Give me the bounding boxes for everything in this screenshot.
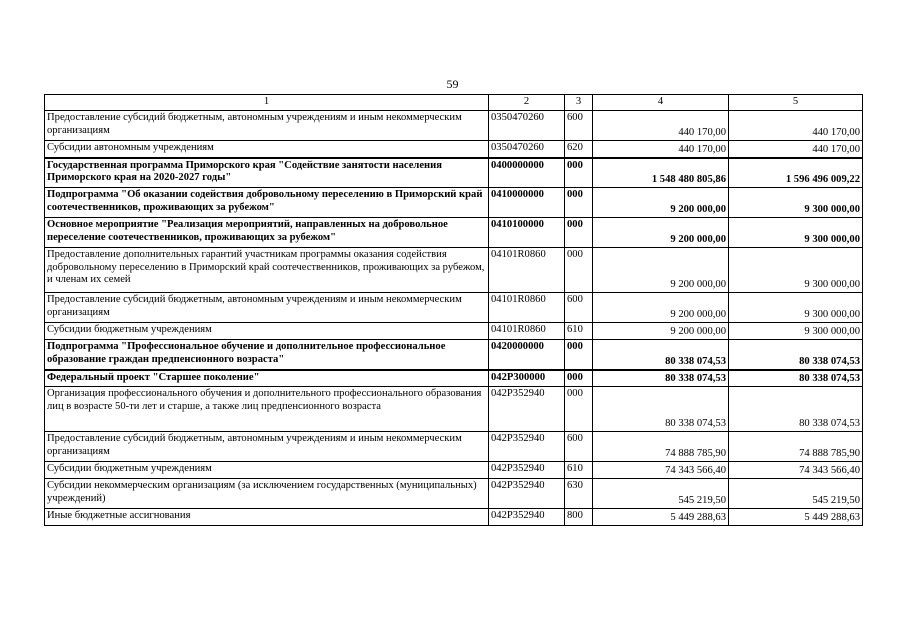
table-row (45, 370, 863, 387)
table-row (45, 188, 863, 218)
row-name-cell: Субсидии бюджетным учреждениям (45, 462, 489, 479)
row-amount-2025-cell: 80 338 074,53 (593, 387, 729, 432)
row-vr-cell: 600 (565, 111, 593, 141)
row-vr-cell: 000 (565, 218, 593, 248)
header-cell: 5 (729, 95, 863, 111)
row-vr-cell: 620 (565, 141, 593, 158)
row-amount-2026-cell: 545 219,50 (729, 479, 863, 509)
row-amount-2025-cell: 9 200 000,00 (593, 248, 729, 293)
row-amount-2025-cell: 9 200 000,00 (593, 323, 729, 340)
row-code-cell: 042P352940 (489, 509, 565, 526)
row-name-cell: Субсидии бюджетным учреждениям (45, 323, 489, 340)
table-row (45, 218, 863, 248)
row-name-cell: Федеральный проект "Старшее поколение" (45, 370, 489, 387)
table-body (45, 111, 863, 526)
table-row (45, 509, 863, 526)
row-name-cell: Государственная программа Приморского края "Содействие занятости населения Приморского края на 2020-2027 годы" (45, 158, 489, 188)
table-row (45, 111, 863, 141)
table-row (45, 340, 863, 370)
row-name-cell: Организация профессионального обучения и дополнительного профессионального образования лиц в возрасте 50-ти лет и старше, а также лиц предпенсионного возраста (45, 387, 489, 432)
row-amount-2025-cell: 80 338 074,53 (593, 340, 729, 370)
row-amount-2025-cell: 9 200 000,00 (593, 188, 729, 218)
table-row (45, 432, 863, 462)
table-row (45, 248, 863, 293)
row-name-cell: Предоставление субсидий бюджетным, автономным учреждениям и иным некоммерческим организациям (45, 293, 489, 323)
row-name-cell: Субсидии автономным учреждениям (45, 141, 489, 158)
row-amount-2025-cell: 545 219,50 (593, 479, 729, 509)
row-vr-cell: 630 (565, 479, 593, 509)
row-amount-2025-cell: 74 343 566,40 (593, 462, 729, 479)
row-amount-2026-cell: 9 300 000,00 (729, 188, 863, 218)
row-vr-cell: 600 (565, 293, 593, 323)
table-row (45, 158, 863, 188)
row-amount-2026-cell: 440 170,00 (729, 111, 863, 141)
table-row (45, 323, 863, 340)
row-name-cell: Подпрограмма "Об оказании содействия добровольному переселению в Приморский край соотечественников, проживающих за рубежом" (45, 188, 489, 218)
row-vr-cell: 000 (565, 370, 593, 387)
row-code-cell: 0350470260 (489, 141, 565, 158)
header-cell: 2 (489, 95, 565, 111)
row-amount-2026-cell: 9 300 000,00 (729, 248, 863, 293)
row-amount-2025-cell: 9 200 000,00 (593, 293, 729, 323)
row-code-cell: 0410100000 (489, 218, 565, 248)
row-amount-2026-cell: 74 343 566,40 (729, 462, 863, 479)
page-number: 59 (446, 77, 459, 91)
row-code-cell: 042P352940 (489, 387, 565, 432)
row-amount-2026-cell: 9 300 000,00 (729, 218, 863, 248)
row-code-cell: 04101R0860 (489, 248, 565, 293)
row-amount-2025-cell: 5 449 288,63 (593, 509, 729, 526)
row-vr-cell: 000 (565, 340, 593, 370)
row-vr-cell: 600 (565, 432, 593, 462)
row-name-cell: Иные бюджетные ассигнования (45, 509, 489, 526)
header-row (45, 95, 863, 111)
budget-table (44, 94, 863, 526)
row-vr-cell: 000 (565, 188, 593, 218)
row-code-cell: 04101R0860 (489, 293, 565, 323)
row-amount-2026-cell: 9 300 000,00 (729, 293, 863, 323)
row-name-cell: Предоставление дополнительных гарантий участникам программы оказания содействия добровольному переселению в Приморский край соотечественников, проживающих за рубежом, и членам их семей (45, 248, 489, 293)
row-name-cell: Основное мероприятие "Реализация мероприятий, направленных на добровольное переселение соотечественников, проживающих за рубежом" (45, 218, 489, 248)
table-row (45, 141, 863, 158)
row-vr-cell: 000 (565, 248, 593, 293)
row-code-cell: 042P352940 (489, 479, 565, 509)
row-name-cell: Подпрограмма "Профессиональное обучение и дополнительное профессиональное образование граждан предпенсионного возраста" (45, 340, 489, 370)
row-amount-2025-cell: 80 338 074,53 (593, 370, 729, 387)
row-vr-cell: 000 (565, 158, 593, 188)
row-vr-cell: 800 (565, 509, 593, 526)
row-vr-cell: 610 (565, 323, 593, 340)
table-row (45, 293, 863, 323)
row-amount-2026-cell: 440 170,00 (729, 141, 863, 158)
row-code-cell: 0400000000 (489, 158, 565, 188)
table-row (45, 479, 863, 509)
row-vr-cell: 610 (565, 462, 593, 479)
row-vr-cell: 000 (565, 387, 593, 432)
header-cell: 4 (593, 95, 729, 111)
row-amount-2025-cell: 440 170,00 (593, 141, 729, 158)
table-row (45, 462, 863, 479)
row-code-cell: 042P352940 (489, 462, 565, 479)
row-amount-2026-cell: 1 596 496 009,22 (729, 158, 863, 188)
row-code-cell: 0420000000 (489, 340, 565, 370)
row-code-cell: 0410000000 (489, 188, 565, 218)
row-amount-2026-cell: 80 338 074,53 (729, 370, 863, 387)
header-cell: 3 (565, 95, 593, 111)
row-amount-2025-cell: 74 888 785,90 (593, 432, 729, 462)
row-code-cell: 0350470260 (489, 111, 565, 141)
row-code-cell: 042P352940 (489, 432, 565, 462)
row-name-cell: Субсидии некоммерческим организациям (за исключением государственных (муниципальных) учреждений) (45, 479, 489, 509)
row-amount-2026-cell: 9 300 000,00 (729, 323, 863, 340)
table-row (45, 387, 863, 432)
row-code-cell: 04101R0860 (489, 323, 565, 340)
row-amount-2026-cell: 80 338 074,53 (729, 340, 863, 370)
header-cell: 1 (45, 95, 489, 111)
row-amount-2025-cell: 9 200 000,00 (593, 218, 729, 248)
row-name-cell: Предоставление субсидий бюджетным, автономным учреждениям и иным некоммерческим организациям (45, 432, 489, 462)
row-amount-2026-cell: 5 449 288,63 (729, 509, 863, 526)
row-amount-2026-cell: 80 338 074,53 (729, 387, 863, 432)
row-amount-2026-cell: 74 888 785,90 (729, 432, 863, 462)
row-code-cell: 042P300000 (489, 370, 565, 387)
row-name-cell: Предоставление субсидий бюджетным, автономным учреждениям и иным некоммерческим организациям (45, 111, 489, 141)
row-amount-2025-cell: 1 548 480 805,86 (593, 158, 729, 188)
row-amount-2025-cell: 440 170,00 (593, 111, 729, 141)
